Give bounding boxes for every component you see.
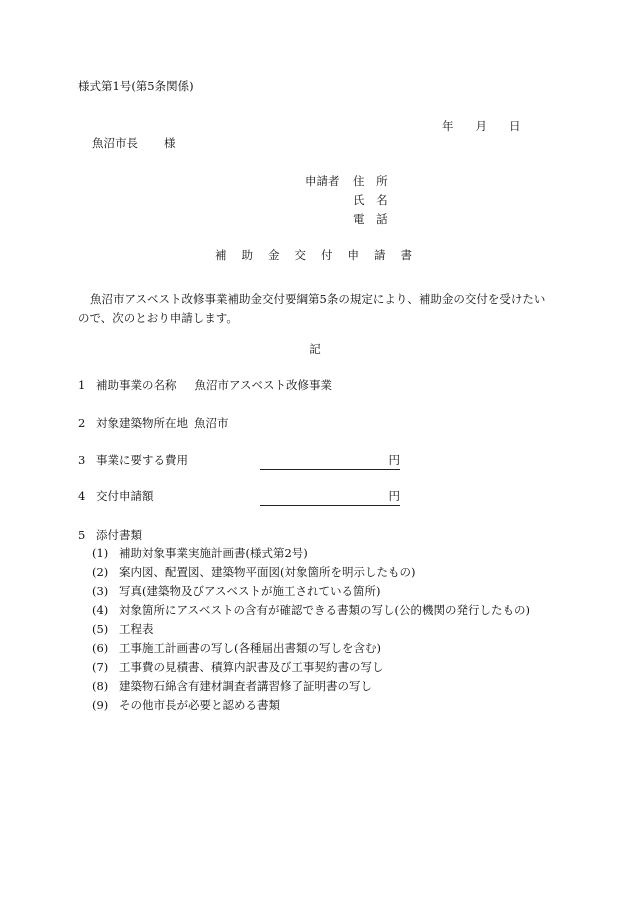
date-day: 日 xyxy=(509,119,521,133)
item-number: 3 xyxy=(78,453,86,467)
item-number: 5 xyxy=(78,528,86,542)
honorific: 様 xyxy=(164,136,176,150)
list-text: 案内図、配置図、建築物平面図(対象箇所を明示したもの) xyxy=(119,565,416,579)
list-index: (9) xyxy=(92,698,109,712)
addressee xyxy=(92,138,176,150)
item-label: 事業に要する費用 xyxy=(96,453,188,467)
item-number: 4 xyxy=(78,489,86,503)
applicant-address-label: 住 所 xyxy=(353,174,392,188)
page-title: 補助金交付申請書 xyxy=(215,248,427,262)
yen-unit: 円 xyxy=(388,453,400,467)
form-number: 様式第1号(第5条関係) xyxy=(78,79,194,93)
applicant-phone-label: 電 話 xyxy=(353,212,392,226)
list-index: (2) xyxy=(92,565,109,579)
item-project-name xyxy=(78,380,332,392)
item-project-cost xyxy=(78,455,408,471)
body-paragraph xyxy=(78,290,552,328)
item-value: 魚沼市アスベスト改修事業 xyxy=(194,378,333,392)
yen-unit: 円 xyxy=(388,489,400,503)
addressee-name: 魚沼市長 xyxy=(92,136,138,150)
date-line xyxy=(442,121,521,133)
list-index: (6) xyxy=(92,641,109,655)
list-item xyxy=(92,662,384,674)
list-index: (3) xyxy=(92,584,109,598)
ki-heading: 記 xyxy=(309,342,321,356)
list-index: (1) xyxy=(92,546,109,560)
attachments-heading xyxy=(78,530,142,542)
body-text: 魚沼市アスベスト改修事業補助金交付要綱第5条の規定により、補助金の交付を受けたいので、次のとおり申請します。 xyxy=(78,292,546,325)
attachments-title: 添付書類 xyxy=(96,528,142,542)
list-item xyxy=(92,624,154,636)
grant-amount-field[interactable] xyxy=(260,491,400,506)
list-item xyxy=(92,700,280,712)
item-grant-amount xyxy=(78,491,408,507)
applicant-role: 申請者 xyxy=(305,174,340,188)
list-text: 建築物石綿含有建材調査者講習修了証明書の写し xyxy=(119,679,372,693)
item-number: 1 xyxy=(78,378,86,392)
date-month: 月 xyxy=(475,119,487,133)
list-item xyxy=(92,605,530,617)
date-year: 年 xyxy=(442,119,454,133)
applicant-name-label: 氏 名 xyxy=(353,193,392,207)
list-text: その他市長が必要と認める書類 xyxy=(119,698,280,712)
list-text: 工事施工計画書の写し(各種届出書類の写しを含む) xyxy=(119,641,381,655)
item-building-location xyxy=(78,418,229,430)
cost-amount-field[interactable] xyxy=(260,455,400,470)
list-text: 対象箇所にアスベストの含有が確認できる書類の写し(公的機関の発行したもの) xyxy=(119,603,531,617)
item-number: 2 xyxy=(78,416,86,430)
list-text: 補助対象事業実施計画書(様式第2号) xyxy=(119,546,308,560)
list-text: 工程表 xyxy=(119,622,154,636)
list-text: 工事費の見積書、積算内訳書及び工事契約書の写し xyxy=(119,660,384,674)
list-item xyxy=(92,586,381,598)
list-text: 写真(建築物及びアスベストが施工されている箇所) xyxy=(119,584,381,598)
list-item xyxy=(92,567,415,579)
list-item xyxy=(92,548,308,560)
list-item xyxy=(92,681,372,693)
list-index: (7) xyxy=(92,660,109,674)
item-label: 対象建築物所在地 xyxy=(96,416,188,430)
list-index: (5) xyxy=(92,622,109,636)
list-index: (8) xyxy=(92,679,109,693)
item-label: 補助事業の名称 xyxy=(96,378,177,392)
item-label: 交付申請額 xyxy=(96,489,154,503)
list-item xyxy=(92,643,381,655)
item-value: 魚沼市 xyxy=(194,416,229,430)
list-index: (4) xyxy=(92,603,109,617)
